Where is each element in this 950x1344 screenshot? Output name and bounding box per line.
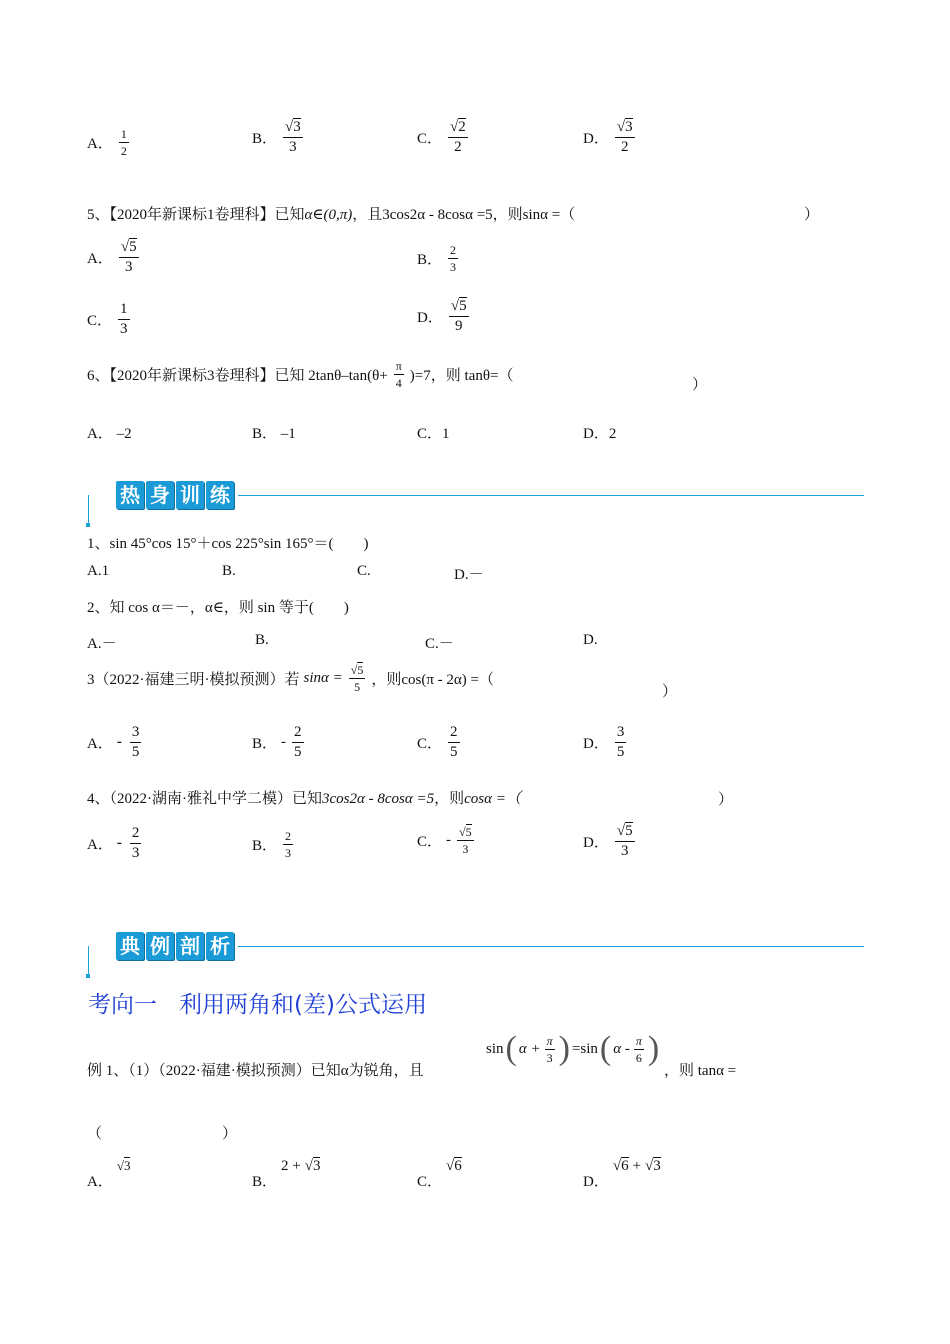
fraction [545,1035,555,1064]
fraction [349,664,366,693]
section-char: 训 [176,481,204,509]
q5-option-b [417,244,460,273]
numerator: 3 [130,725,142,743]
numerator: √5 [615,824,635,842]
warmup-2-option-c: C.－ [425,636,454,652]
fraction [457,826,474,855]
denominator: 3 [124,259,133,275]
numerator: 2 [448,725,460,743]
question-6-stem [87,360,513,389]
option-label: B． [252,838,278,854]
question-5-stem [87,203,575,224]
warmup-4-option-a [87,826,143,861]
option-label: A． [87,1174,113,1190]
example-1-option-b [252,1158,320,1191]
section-char: 例 [146,932,174,960]
fraction [292,725,304,760]
numerator: √3 [283,120,303,138]
section-char: 练 [206,481,234,509]
denominator: 9 [454,318,463,334]
radicand: 6 [621,1158,629,1174]
section-rule-vertical [88,946,89,976]
warmup-1-option-b: B. [222,563,236,579]
section-header-examples [88,932,864,978]
option-label: A． [87,736,113,752]
minus-sign: - [281,734,287,750]
radicand: 3 [293,119,301,135]
left-paren: ( [505,1030,517,1067]
denominator: 6 [635,1050,642,1065]
numerator: 1 [118,302,130,320]
stem-text: 4、（2022·湖南·雅礼中学二模）已知 [87,791,322,807]
numerator: √3 [615,120,635,138]
condition: α∈(0,π) [304,207,353,223]
option-label: D． [583,1174,609,1190]
warmup-2-option-d: D. [583,632,598,648]
left-paren: ( [599,1030,612,1067]
right-paren: ) [558,1030,570,1067]
numerator: √5 [459,825,472,839]
section-title [116,481,234,509]
section-rule-vertical [88,495,89,525]
right-paren: ) [647,1030,660,1067]
warmup-1-option-c: C. [357,563,371,579]
section-header-warmup [88,481,864,527]
stem-text: ，则 [434,791,465,807]
fraction [615,824,635,859]
stem-text: )=7，则 tanθ=（ [409,368,514,384]
denominator: 5 [294,744,302,760]
example-1-stem: 例 1、（1）（2022·福建·模拟预测）已知α为锐角，且 [87,1063,424,1079]
warmup-3-stem [87,664,494,693]
fraction [394,360,404,389]
numerator: 2 [130,826,142,844]
prev-option-a [87,128,131,157]
warmup-3-option-c [417,725,462,760]
fraction [130,826,142,861]
denominator: 5 [354,680,361,694]
denominator: 2 [120,144,127,158]
radicand: 3 [653,1158,661,1174]
warmup-4-stem [87,787,521,808]
answer-paren-close: ） [692,377,708,393]
fraction [448,120,468,155]
option-label: C． [417,131,443,147]
section-rule [238,495,864,496]
numerator: √5 [350,663,364,677]
sqrt-value: √3 [304,1158,321,1174]
warmup-2-option-a: A.－ [87,636,117,652]
option-label: D． [583,131,609,147]
warmup-4-option-c [417,826,476,855]
radicand: 3 [625,119,633,135]
warmup-1-stem: 1、sin 45°cos 15°＋cos 225°sin 165°＝( ) [87,536,369,552]
fraction [130,725,142,760]
numerator: √5 [119,240,139,258]
radicand: 5 [625,823,633,839]
option-label: B． [417,252,443,268]
option-label: D． [417,310,443,326]
denominator: 3 [546,1050,553,1065]
option-label: C． [417,834,443,850]
fraction [634,1035,644,1064]
math-expression: α + [518,1040,541,1057]
numerator: π [546,1033,553,1048]
topic-title: 利用两角和(差)公式运用 [179,992,427,1018]
warmup-4-option-d [583,824,637,859]
warmup-3-option-a [87,725,143,760]
math-expression: =sin [571,1040,598,1057]
stem-text: 5、【2020年新课标1卷理科】已知 [87,207,305,223]
section-char: 析 [206,932,234,960]
option-label: A． [87,837,113,853]
denominator: 5 [616,744,625,760]
option-label: C． [417,1174,443,1190]
section-char: 典 [116,932,144,960]
sqrt-value: √6 [446,1158,462,1174]
sin-function: sin [486,1040,504,1057]
fraction [449,299,469,334]
q6-option-d: D．2 [583,426,617,442]
numerator: √5 [449,299,469,317]
minus-sign: - [116,835,122,851]
denominator: 5 [450,744,458,760]
section-dot [86,523,90,527]
radicand: 3 [123,1158,131,1173]
denominator: 2 [620,139,629,155]
radicand: 5 [357,663,364,677]
option-label: A． [87,136,113,152]
example-1-option-c [417,1158,462,1191]
denominator: 3 [620,843,629,859]
section-char: 热 [116,481,144,509]
denominator: 3 [120,321,128,337]
math-expression: α - [613,1040,630,1057]
fraction [615,725,627,760]
section-char: 剖 [176,932,204,960]
q6-option-b: B． –1 [252,426,296,442]
q5-option-c [87,302,132,337]
prev-option-b [252,120,305,155]
option-label: C． [417,736,443,752]
fraction [615,120,635,155]
prev-option-c [417,120,470,155]
denominator: 3 [285,846,292,860]
warmup-1-option-a: A.1 [87,563,110,579]
sqrt-value: √6 [612,1158,629,1174]
section-rule [238,946,864,947]
example-1-option-a [87,1158,130,1191]
numerator: π [395,359,402,373]
radicand: 2 [458,119,466,135]
option-label: B． [252,131,278,147]
minus-sign: - [446,832,452,848]
numerator: 1 [120,127,127,141]
math-expression: 3cos2α - 8cosα =5 [322,791,435,807]
warmup-2-option-b: B. [255,632,269,648]
answer-paren-close: ） [718,792,734,808]
denominator: 2 [454,139,462,155]
numerator: 2 [285,829,292,843]
q5-option-d [417,299,471,334]
stem-text: ，则cos(π - 2α) =（ [371,672,494,688]
denominator: 3 [131,845,140,861]
numerator: 2 [450,243,457,257]
stem-text: 6、【2020年新课标3卷理科】已知 2tanθ–tan(θ+ [87,368,388,384]
stem-text: ，且3cos2α - 8cosα =5，则sinα =（ [352,207,576,223]
numerator: 3 [615,725,627,743]
topic-number: 考向一 [88,992,157,1018]
example-1-ask: ，则 tanα = [664,1063,737,1079]
topic-heading [88,986,449,1019]
answer-blank: （ ） [87,1126,238,1142]
stem-text: 3（2022·福建三明·模拟预测）若 [87,672,300,688]
denominator: 3 [462,842,469,856]
denominator: 3 [289,139,297,155]
fraction [118,302,130,337]
warmup-3-option-b [252,725,306,760]
radicand: 3 [312,1158,321,1174]
fraction [119,128,129,157]
sqrt-value: √3 [116,1158,131,1173]
denominator: 3 [450,260,457,274]
warmup-2-stem: 2、知 cos α＝－，α∈，则 sin 等于( ) [87,600,349,616]
q5-option-a [87,240,141,275]
warmup-1-option-d: D.－ [454,567,484,583]
denominator: 5 [131,744,140,760]
radicand: 5 [465,825,472,839]
fraction [448,244,458,273]
section-dot [86,974,90,978]
radicand: 5 [459,298,467,314]
option-label: B． [252,1174,278,1190]
option-label: C． [87,313,113,329]
prev-option-d [583,120,637,155]
example-1-equation [486,1032,659,1066]
option-label: B． [252,736,278,752]
fraction [283,830,293,859]
fraction [283,120,303,155]
option-label: A． [87,251,113,267]
answer-paren-close: ） [662,684,678,700]
section-char: 身 [146,481,174,509]
q6-option-c: C．1 [417,426,450,442]
math-expression: cosα =（ [464,791,521,807]
radicand: 6 [454,1158,462,1174]
numerator: π [635,1033,642,1048]
math-expression: sinα = [303,670,343,686]
radicand: 5 [129,239,137,255]
plus-sign: + [632,1158,642,1174]
answer-paren-close: ） [804,207,820,223]
option-label: D． [583,736,609,752]
numerator: √2 [448,120,468,138]
math-expression: 2 + [281,1158,301,1174]
fraction [119,240,139,275]
warmup-4-option-b [252,830,295,859]
q6-option-a: A． –2 [87,426,132,442]
warmup-3-option-d [583,725,628,760]
fraction [448,725,460,760]
numerator: 2 [292,725,304,743]
example-1-option-d [583,1158,661,1191]
sqrt-value: √3 [645,1158,661,1174]
denominator: 4 [395,376,402,390]
section-title [116,932,234,960]
minus-sign: - [116,734,122,750]
option-label: D． [583,835,609,851]
